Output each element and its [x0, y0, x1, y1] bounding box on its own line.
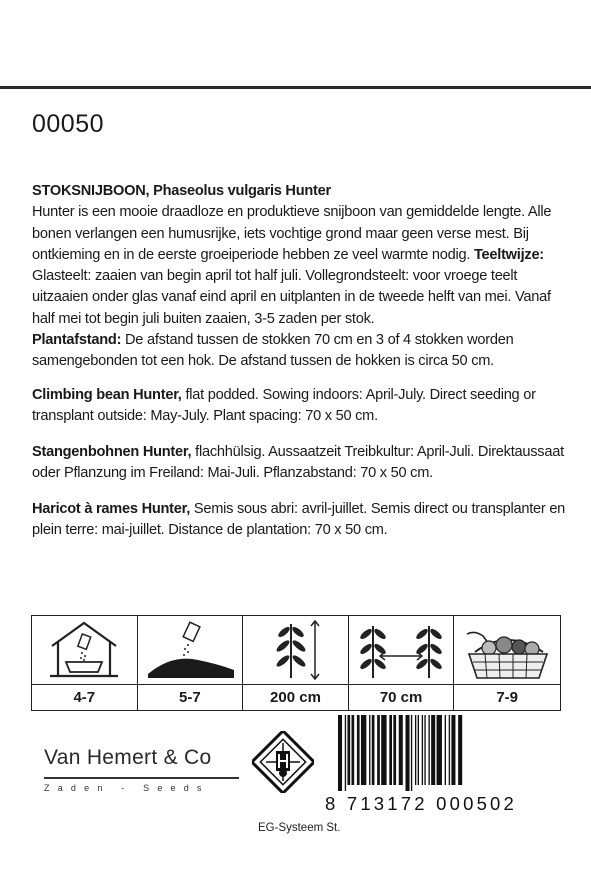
harvest-label: 7-9 — [496, 689, 519, 706]
barcode-bar — [422, 715, 423, 785]
greenhouse-sowing-icon — [32, 616, 137, 685]
barcode-bar — [399, 715, 403, 785]
footer-certification: EG-Systeem St. — [258, 822, 341, 834]
teeltwijze-text: Glasteelt: zaaien van begin april tot half juli. Vollegrondsteelt: voor vroege teelt uitzaaien onder glas vanaf eind april en uitplanten in de tweede helft van mei. Vanaf half mei tot begin juli buiten zaaien, 3-5 zaden per stok. — [32, 268, 551, 327]
plant-height-label: 200 cm — [270, 689, 321, 706]
barcode-bar — [377, 715, 380, 785]
barcode-bar — [361, 715, 366, 785]
plantafstand-text: De afstand tussen de stokken 70 cm en 3 of 4 stokken worden samengebonden tot een hok. De afstand tussen de hokken is circa 50 cm. — [32, 332, 514, 370]
icon-cell-height — [243, 616, 349, 710]
harvest-basket-icon — [454, 616, 560, 685]
brand-name: Van Hemert & Co — [44, 746, 212, 769]
barcode-bar — [389, 715, 392, 785]
english-description — [32, 385, 567, 428]
plant-spacing-icon — [349, 616, 454, 685]
barcode-bar — [411, 715, 412, 791]
french-title: Haricot à rames Hunter, — [32, 501, 191, 517]
cultivation-icons-table — [31, 615, 561, 711]
barcode-image — [334, 715, 546, 793]
german-description — [32, 442, 567, 485]
teeltwijze-label: Teeltwijze: — [473, 246, 544, 263]
english-title: Climbing bean Hunter, — [32, 387, 182, 403]
barcode-bar — [381, 715, 386, 785]
german-title: Stangenbohnen Hunter, — [32, 444, 192, 460]
french-text: Semis sous abri: avril-juillet. Semis direct ou transplanter en plein terre: mai-juillet. Distance de plantation: 70 x 50 cm. — [32, 501, 566, 539]
barcode-bar — [451, 715, 455, 785]
icon-cell-greenhouse — [32, 616, 138, 710]
german-text: flachhülsig. Aussaatzeit Treibkultur: April-Juli. Direktaussaat oder Pflanzung im Freiland: Mai-Juli. Pflanzabstand: 70 x 50 cm. — [32, 444, 564, 482]
dutch-description — [32, 181, 567, 373]
barcode-bar — [424, 715, 425, 785]
barcode-bar — [431, 715, 435, 785]
icon-cell-spacing — [349, 616, 455, 710]
outdoor-sowing-label: 5-7 — [179, 689, 201, 706]
dutch-title: STOKSNIJBOON, Phaseolus vulgaris Hunter — [32, 183, 331, 199]
barcode-bar — [406, 715, 410, 791]
product-code: 00050 — [32, 110, 105, 138]
barcode-bar — [437, 715, 442, 785]
barcode-bar — [369, 715, 370, 785]
barcode-bar — [418, 715, 419, 785]
icon-cell-harvest — [454, 616, 560, 710]
english-text: flat podded. Sowing indoors: April-July. Direct seeding or transplant outside: May-July. Plant spacing: 70 x 50 cm. — [32, 387, 536, 425]
barcode-number: 8 713172 000502 — [325, 793, 518, 814]
plantafstand-label: Plantafstand: — [32, 332, 122, 349]
top-divider-line — [0, 86, 591, 89]
plant-height-icon — [243, 616, 348, 685]
barcode-bar — [458, 715, 462, 785]
greenhouse-sowing-label: 4-7 — [73, 689, 96, 706]
barcode-bar — [347, 715, 350, 785]
icon-cell-outdoor — [138, 616, 244, 710]
french-description — [32, 499, 567, 542]
barcode-bar — [352, 715, 355, 785]
barcode-bar — [415, 715, 416, 785]
outdoor-sowing-icon — [138, 616, 243, 685]
brand-tagline: Zaden - Seeds — [44, 783, 210, 793]
barcode-bar — [393, 715, 396, 785]
barcode-bar — [445, 715, 446, 785]
brand-logo-icon — [252, 731, 314, 793]
barcode-bar — [449, 715, 450, 785]
barcode-bar — [372, 715, 375, 785]
barcode-bar — [345, 715, 346, 791]
dutch-intro: Hunter is een mooie draadloze en produktieve snijboon van gemiddelde lengte. Alle bonen verlangen een humusrijke, iets vochtige grond maar geen verse mest. Bij ontkieming en in de eerste groeiperiode hebben ze veel warmte nodig. — [32, 204, 552, 263]
plant-spacing-label: 70 cm — [379, 689, 423, 706]
brand-underline — [44, 777, 239, 779]
barcode-bar — [357, 715, 360, 785]
barcode-bar — [338, 715, 342, 791]
barcode-bar — [428, 715, 429, 785]
